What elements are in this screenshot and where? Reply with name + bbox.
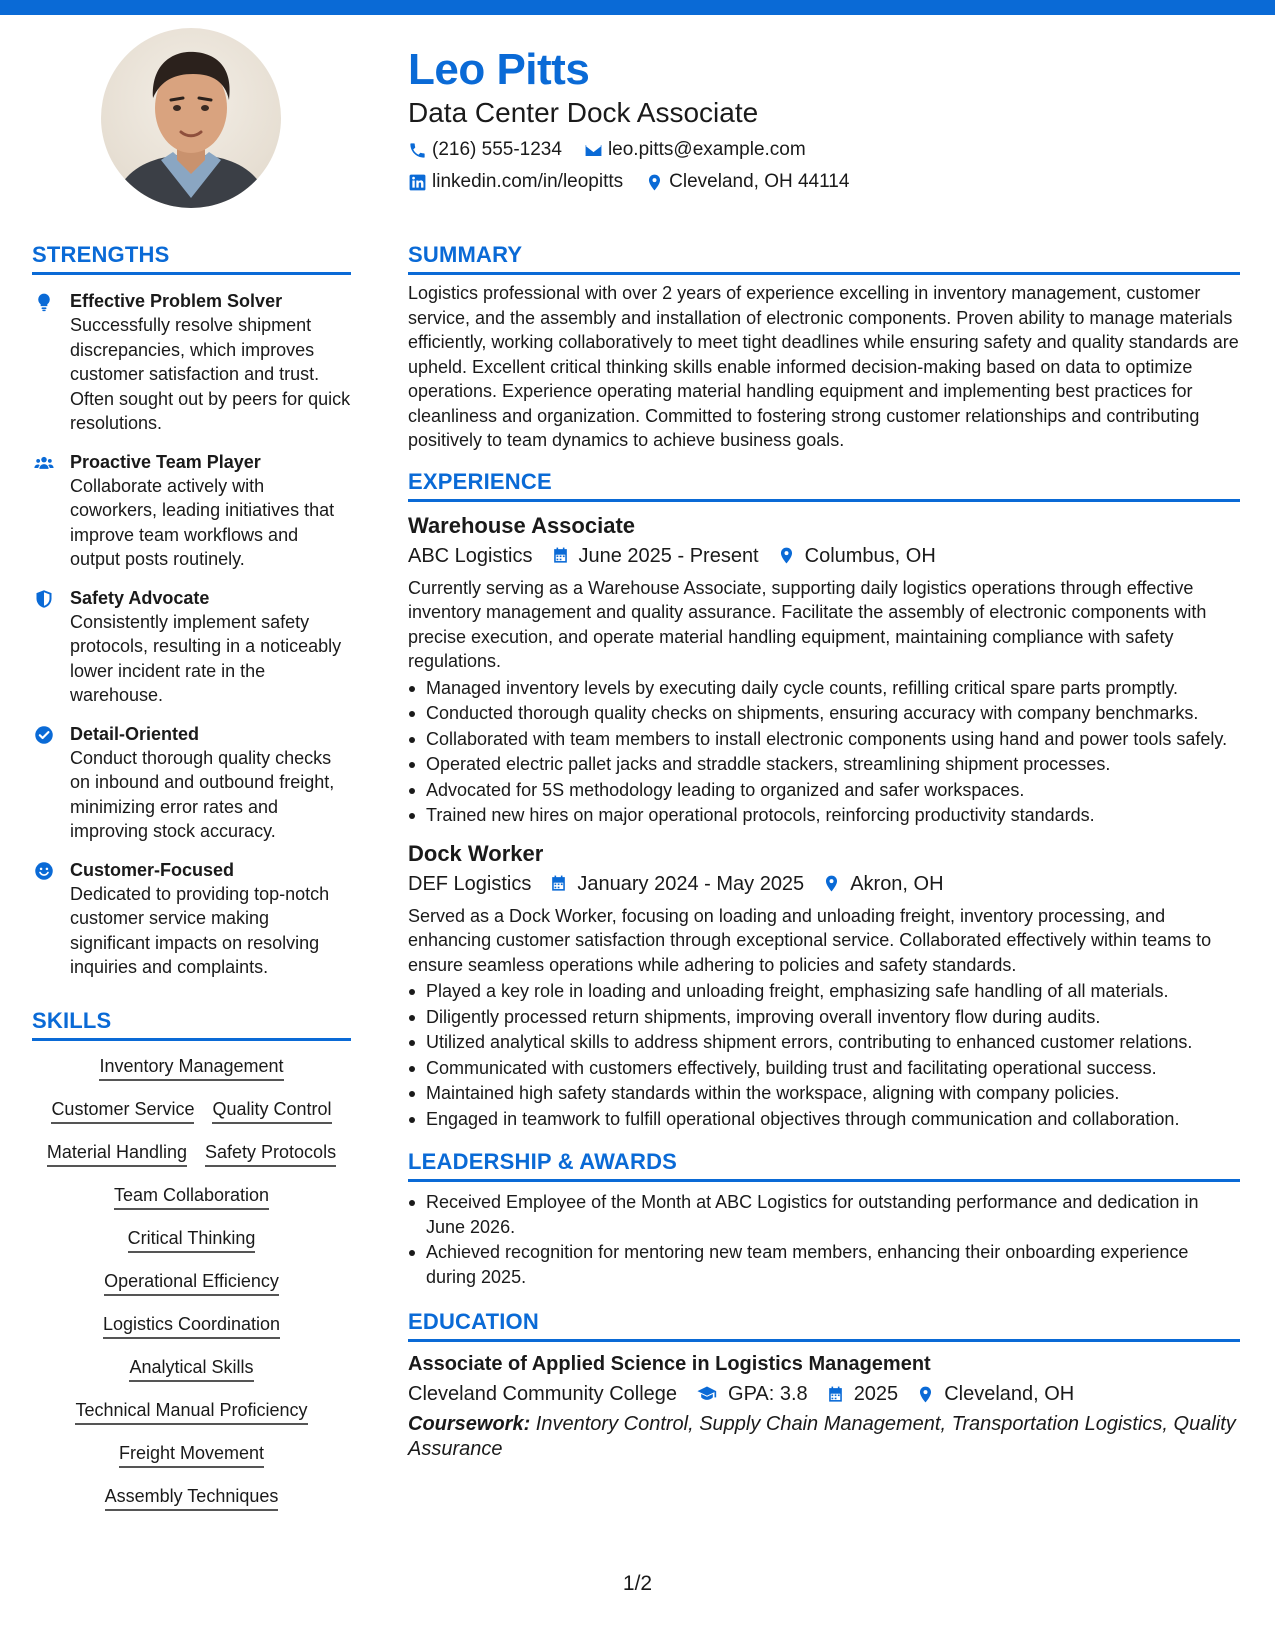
job-dates: June 2025 - Present — [578, 544, 759, 567]
left-column — [32, 240, 351, 1528]
envelope-icon — [584, 141, 603, 160]
bullet-item: Conducted thorough quality checks on shipments, ensuring accuracy with company benchmarks. — [408, 701, 1240, 726]
job-bullets — [408, 979, 1240, 1131]
graduation-cap-icon — [695, 1384, 719, 1404]
bullet-item: Managed inventory levels by executing daily cycle counts, refilling critical spare parts promptly. — [408, 676, 1240, 701]
job-bullets — [408, 676, 1240, 828]
top-accent-bar — [0, 0, 1275, 15]
summary-heading: SUMMARY — [408, 240, 1240, 275]
strength-desc: Collaborate actively with coworkers, leading initiatives that improve team workflows and output posts routinely. — [70, 475, 335, 569]
job-title: Dock Worker — [408, 840, 544, 866]
school-name: Cleveland Community College — [408, 1383, 678, 1405]
bullet-item: Played a key role in loading and unloading freight, emphasizing safe handling of all materials. — [408, 979, 1240, 1004]
contact-email — [584, 138, 806, 162]
bullet-item: Engaged in teamwork to fulfill operational objectives through communication and collaboration. — [408, 1107, 1240, 1132]
education-meta — [408, 1380, 1240, 1408]
bullet-item: Diligently processed return shipments, improving overall inventory flow during audits. — [408, 1005, 1240, 1030]
experience-heading: EXPERIENCE — [408, 467, 1240, 502]
strengths-heading: STRENGTHS — [32, 240, 351, 275]
strength-desc: Successfully resolve shipment discrepancies, which improves customer satisfaction and trust. Often sought out by peers for quick resolutions. — [70, 315, 351, 433]
profile-photo — [101, 28, 281, 208]
strength-item — [32, 722, 351, 844]
check-circle-icon — [34, 725, 54, 745]
skill-tag: Assembly Techniques — [105, 1485, 279, 1511]
job-entry — [408, 512, 1240, 828]
right-column — [408, 240, 1240, 1461]
bullet-item: Maintained high safety standards within the workspace, aligning with company policies. — [408, 1081, 1240, 1106]
page-number: 1/2 — [622, 1572, 653, 1595]
smile-icon — [34, 861, 54, 881]
job-entry — [408, 840, 1240, 1132]
strength-title: Proactive Team Player — [70, 451, 261, 472]
location-pin-icon — [822, 874, 841, 893]
strength-item — [32, 289, 351, 436]
job-location: Columbus, OH — [804, 544, 936, 567]
strength-title: Customer-Focused — [70, 859, 235, 880]
bullet-item: Collaborated with team members to install electronic components using hand and power tools safely. — [408, 727, 1240, 752]
skills-heading: SKILLS — [32, 1006, 351, 1041]
leadership-bullets — [408, 1190, 1240, 1289]
resume-header — [408, 44, 1248, 194]
job-company: DEF Logistics — [408, 872, 532, 895]
gpa-text: GPA: 3.8 — [728, 1383, 808, 1405]
coursework — [408, 1412, 1240, 1461]
profile-photo-illustration — [101, 28, 281, 208]
skill-tag: Team Collaboration — [114, 1184, 269, 1210]
strength-item — [32, 450, 351, 572]
lightbulb-icon — [34, 292, 54, 312]
job-description: Served as a Dock Worker, focusing on loading and unloading freight, inventory processing, and enhancing customer satisfaction through exceptional service. Collaborated effectively within teams to ensure seamless operations while adhering to policies and safety standards. — [408, 905, 1212, 975]
skill-tag: Material Handling — [47, 1141, 187, 1167]
skills-list — [32, 1055, 351, 1528]
job-title: Warehouse Associate — [408, 512, 636, 538]
skill-tag: Inventory Management — [99, 1055, 283, 1081]
strength-title: Safety Advocate — [70, 587, 210, 608]
phone-text[interactable]: (216) 555-1234 — [432, 139, 562, 160]
bullet-item: Communicated with customers effectively, building trust and facilitating operational success. — [408, 1056, 1240, 1081]
coursework-label: Coursework: — [408, 1413, 531, 1435]
job-meta — [408, 542, 1240, 570]
skill-tag: Critical Thinking — [128, 1227, 256, 1253]
strength-title: Effective Problem Solver — [70, 291, 283, 311]
location-text: Cleveland, OH 44114 — [669, 171, 850, 192]
job-company: ABC Logistics — [408, 544, 533, 567]
job-meta — [408, 870, 1240, 898]
skill-tag: Freight Movement — [119, 1442, 264, 1468]
education-heading: EDUCATION — [408, 1307, 1240, 1342]
location-pin-icon — [777, 546, 796, 565]
school-location: Cleveland, OH — [944, 1383, 1075, 1405]
skill-tag: Analytical Skills — [129, 1356, 253, 1382]
skill-tag: Customer Service — [51, 1098, 194, 1124]
job-description: Currently serving as a Warehouse Associate, supporting daily logistics operations through effective inventory management and quality assurance. Facilitate the assembly of electronic components with precise execution, and operate material handling equipment, maintaining compliance with safety regulations. — [408, 577, 1207, 671]
phone-icon — [408, 141, 427, 160]
strength-item — [32, 586, 351, 708]
users-icon — [34, 453, 54, 473]
bullet-item: Received Employee of the Month at ABC Logistics for outstanding performance and dedication in June 2026. — [408, 1190, 1240, 1239]
location-pin-icon — [645, 173, 664, 192]
calendar-icon — [826, 1385, 845, 1404]
bullet-item: Trained new hires on major operational protocols, reinforcing productivity standards. — [408, 803, 1240, 828]
summary-text: Logistics professional with over 2 years of experience excelling in inventory management, customer service, and the assembly and installation of electronic components. Proven ability to manage materials efficiently, working collaboratively to meet tight deadlines while ensuring safety and quality standards are upheld. Excellent critical thinking skills enable informed decision-making based on data to optimize operations. Experience operating material handling equipment and implementing best practices for cleanliness and organization. Committed to fostering strong customer relationships and contributing positively to team dynamics to achieve business goals. — [408, 283, 1239, 450]
bullet-item: Advocated for 5S methodology leading to organized and safer workspaces. — [408, 778, 1240, 803]
contact-row-1 — [408, 138, 1248, 162]
calendar-icon — [549, 874, 568, 893]
skill-tag: Logistics Coordination — [103, 1313, 280, 1339]
location-pin-icon — [916, 1385, 935, 1404]
strength-desc: Consistently implement safety protocols, resulting in a noticeably lower incident rate in the warehouse. — [70, 611, 342, 705]
job-dates: January 2024 - May 2025 — [577, 872, 805, 895]
linkedin-link[interactable]: linkedin.com/in/leopitts — [432, 171, 624, 192]
linkedin-icon — [408, 173, 427, 192]
degree-title: Associate of Applied Science in Logistics Management — [408, 1353, 931, 1375]
shield-icon — [34, 589, 54, 609]
strength-item — [32, 858, 351, 980]
candidate-title: Data Center Dock Associate — [408, 97, 759, 128]
graduation-year: 2025 — [853, 1383, 899, 1405]
strength-title: Detail-Oriented — [70, 723, 200, 744]
calendar-icon — [551, 546, 570, 565]
contact-row-2 — [408, 170, 1248, 194]
bullet-item: Utilized analytical skills to address shipment errors, contributing to enhanced customer relations. — [408, 1030, 1240, 1055]
contact-phone — [408, 138, 562, 162]
candidate-name: Leo Pitts — [408, 45, 590, 94]
strength-desc: Dedicated to providing top-notch customer service making significant impacts on resolving inquiries and complaints. — [70, 883, 330, 977]
contact-linkedin — [408, 170, 623, 194]
bullet-item: Achieved recognition for mentoring new team members, enhancing their onboarding experience during 2025. — [408, 1240, 1240, 1289]
skill-tag: Safety Protocols — [205, 1141, 336, 1167]
leadership-heading: LEADERSHIP & AWARDS — [408, 1147, 1240, 1182]
strength-desc: Conduct thorough quality checks on inbound and outbound freight, minimizing error rates and improving stock accuracy. — [70, 747, 335, 841]
contact-location — [645, 170, 849, 194]
skill-tag: Technical Manual Proficiency — [75, 1399, 307, 1425]
coursework-text: Inventory Control, Supply Chain Management, Transportation Logistics, Quality Assurance — [408, 1413, 1236, 1460]
skill-tag: Operational Efficiency — [104, 1270, 279, 1296]
bullet-item: Operated electric pallet jacks and straddle stackers, streamlining shipment processes. — [408, 752, 1240, 777]
job-location: Akron, OH — [850, 872, 944, 895]
email-link[interactable]: leo.pitts@example.com — [607, 139, 806, 160]
skill-tag: Quality Control — [212, 1098, 331, 1124]
